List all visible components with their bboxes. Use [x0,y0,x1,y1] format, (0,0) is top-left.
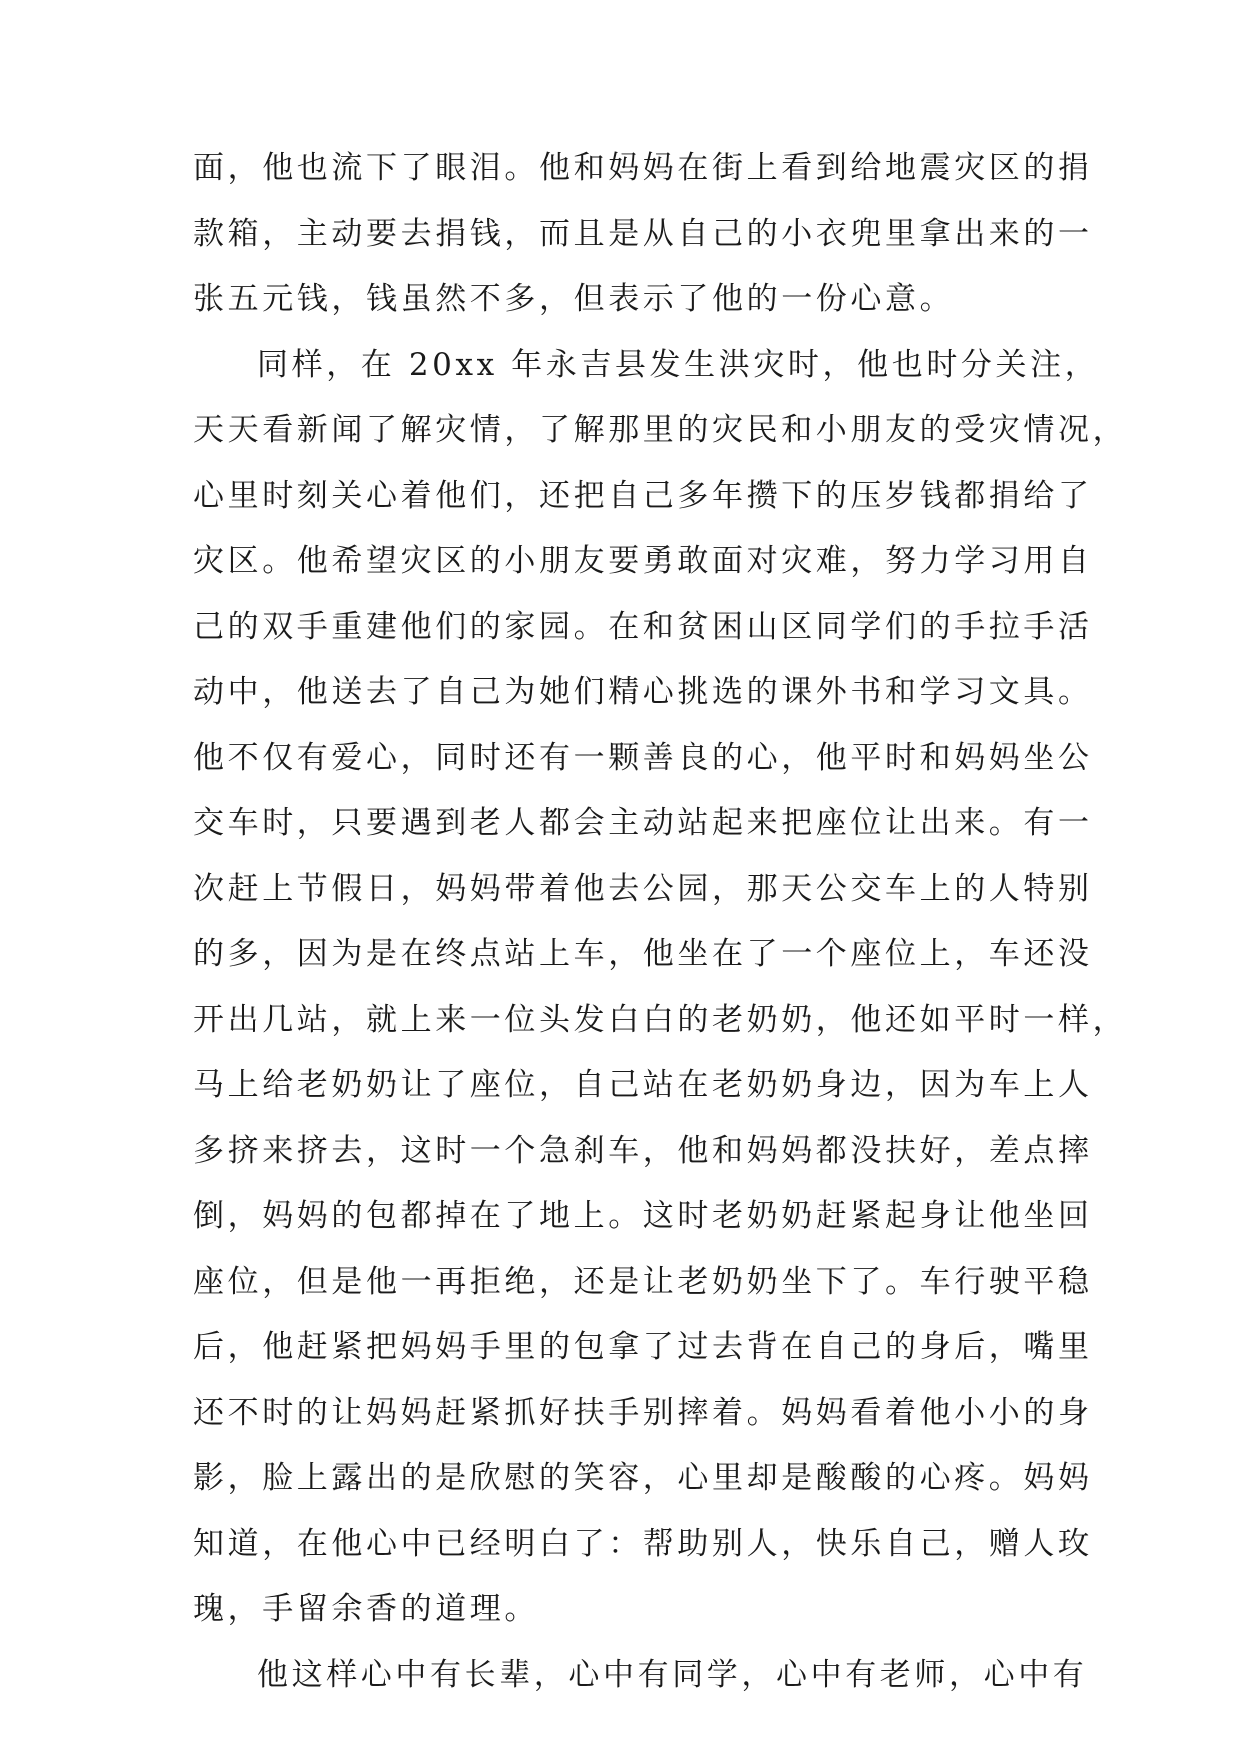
paragraph-first-line: 他这样心中有长辈，心中有同学，心中有老师，心中有 [257,1657,1088,1693]
text-line: 他不仅有爱心，同时还有一颗善良的心，他平时和妈妈坐公 [193,740,1093,776]
text-line: 的多，因为是在终点站上车，他坐在了一个座位上，车还没 [193,936,1093,972]
text-line: 还不时的让妈妈赶紧抓好扶手别摔着。妈妈看着他小小的身 [193,1395,1093,1431]
text-line: 面，他也流下了眼泪。他和妈妈在街上看到给地震灾区的捐 [193,150,1093,186]
text-line: 后，他赶紧把妈妈手里的包拿了过去背在自己的身后，嘴里 [193,1329,1093,1365]
text-line: 开出几站，就上来一位头发白白的老奶奶，他还如平时一样， [193,1002,1128,1038]
text-line: 多挤来挤去，这时一个急刹车，他和妈妈都没扶好，差点摔 [193,1133,1093,1169]
paragraph-first-line: 同样，在 20xx 年永吉县发生洪灾时，他也时分关注， [257,347,1100,383]
text-line: 款箱，主动要去捐钱，而且是从自己的小衣兜里拿出来的一 [193,216,1093,252]
text-line: 己的双手重建他们的家园。在和贫困山区同学们的手拉手活 [193,609,1093,645]
text-line: 交车时，只要遇到老人都会主动站起来把座位让出来。有一 [193,805,1093,841]
text-line: 天天看新闻了解灾情，了解那里的灾民和小朋友的受灾情况， [193,412,1128,448]
text-line: 座位，但是他一再拒绝，还是让老奶奶坐下了。车行驶平稳 [193,1264,1093,1300]
text-line: 马上给老奶奶让了座位，自己站在老奶奶身边，因为车上人 [193,1067,1093,1103]
text-line: 次赶上节假日，妈妈带着他去公园，那天公交车上的人特别 [193,871,1093,907]
text-line: 知道，在他心中已经明白了：帮助别人，快乐自己，赠人玫 [193,1526,1093,1562]
text-line: 瑰，手留余香的道理。 [193,1591,539,1627]
text-line: 心里时刻关心着他们，还把自己多年攒下的压岁钱都捐给了 [193,478,1093,514]
text-line: 灾区。他希望灾区的小朋友要勇敢面对灾难，努力学习用自 [193,543,1093,579]
text-line: 张五元钱，钱虽然不多，但表示了他的一份心意。 [193,281,955,317]
text-line: 动中，他送去了自己为她们精心挑选的课外书和学习文具。 [193,674,1093,710]
text-line: 倒，妈妈的包都掉在了地上。这时老奶奶赶紧起身让他坐回 [193,1198,1093,1234]
text-line: 影，脸上露出的是欣慰的笑容，心里却是酸酸的心疼。妈妈 [193,1460,1093,1496]
